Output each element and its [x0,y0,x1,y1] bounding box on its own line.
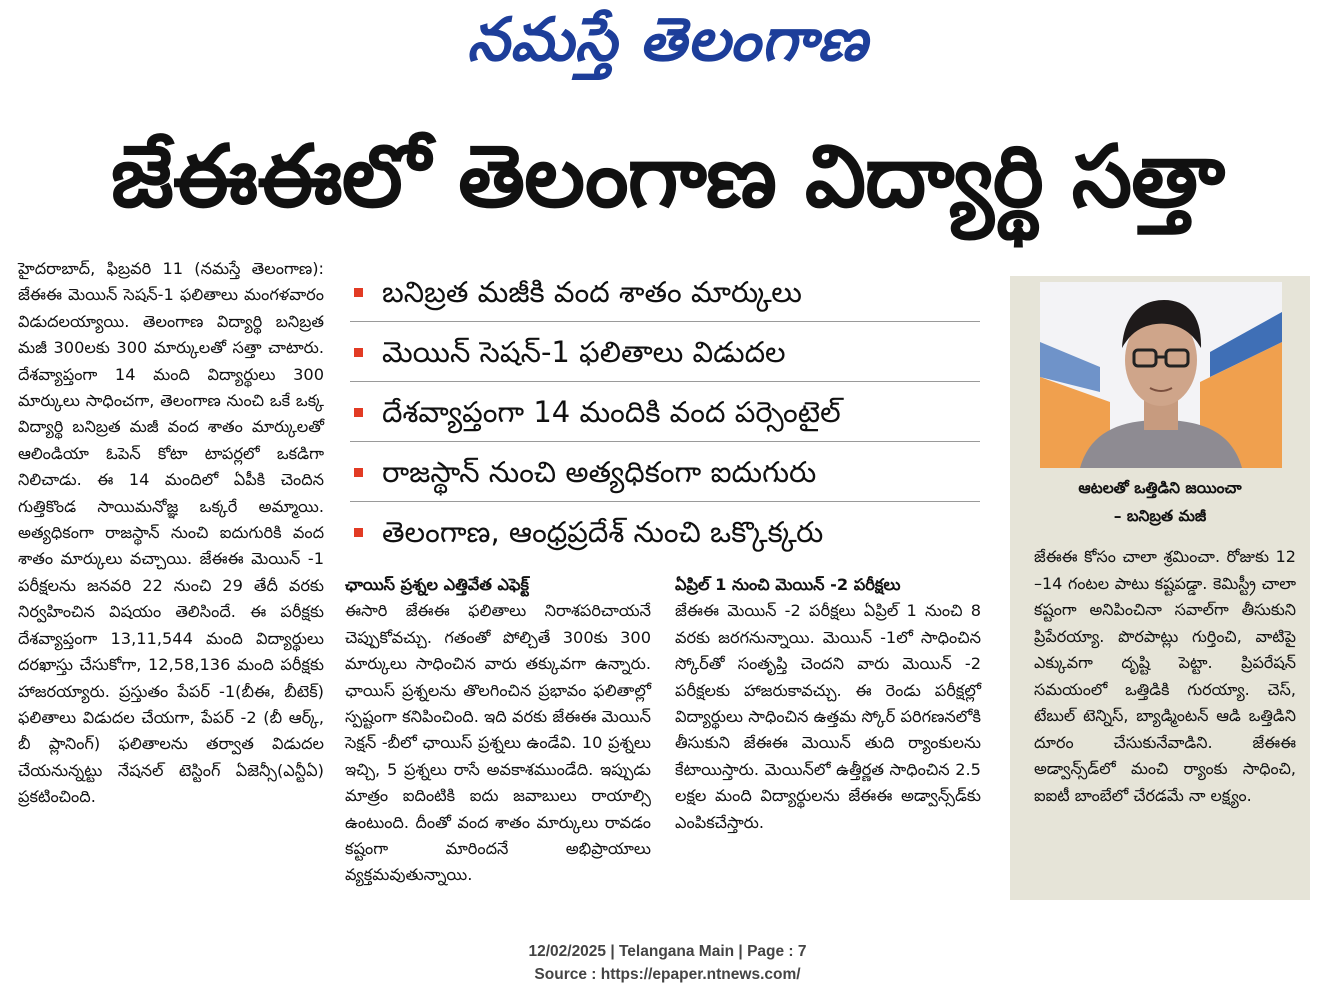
student-photo [1040,282,1282,468]
student-portrait-image [1040,282,1282,468]
highlight-text: రాజస్థాన్ నుంచి అత్యధికంగా ఐదుగురు [382,455,817,489]
article-column-2 [345,572,651,889]
page-footer [0,940,1335,986]
footer-source[interactable]: Source : https://epaper.ntnews.com/ [534,966,801,983]
bullet-icon [354,468,363,477]
highlight-text: దేశవ్యాప్తంగా 14 మందికి వంద పర్సెంటైల్ [382,395,841,429]
highlight-item [350,442,980,502]
column-3-body: జేఈఈ మెయిన్ -2 పరీక్షలు ఏప్రిల్ 1 నుంచి 8 వరకు జరగనున్నాయి. మెయిన్ -1లో సాధించిన స్కోర్‌తో సంతృప్తి చెందని వారు మెయిన్ -2 పరీక్షలకు హాజరుకావచ్చు. ఈ రెండు పరీక్షల్లో విద్యార్థులు సాధించిన ఉత్తమ స్కోర్ పరిగణనలోకి తీసుకుని జేఈఈ మెయిన్ తుది ర్యాంకులను కేటాయిస్తారు. మెయిన్‌లో ఉత్తీర్ణత సాధించిన 2.5 లక్షల మంది విద్యార్థులను జేఈఈ అడ్వాన్స్‌డ్‌కు ఎంపికచేస్తారు. [675,601,981,832]
bullet-icon [354,348,363,357]
student-sidebar [1010,276,1310,900]
highlight-item [350,322,980,382]
highlight-text: తెలంగాణ, ఆంధ్రప్రదేశ్ నుంచి ఒక్కొక్కరు [382,515,824,549]
footer-date-edition: 12/02/2025 | Telangana Main | Page : 7 [528,943,807,960]
highlight-text: బనిబ్రత మజీకి వంద శాతం మార్కులు [382,275,802,309]
highlight-item [350,382,980,442]
column-2-subhead: ఛాయిస్ ప్రశ్నల ఎత్తివేత ఎఫెక్ట్ [345,575,530,594]
bullet-icon [354,408,363,417]
highlight-item [350,502,980,562]
column-1-body: హైదరాబాద్, ఫిబ్రవరి 11 (నమస్తే తెలంగాణ): జేఈఈ మెయిన్ సెషన్-1 ఫలితాలు మంగళవారం విడుదలయ్యాయి. తెలంగాణ విద్యార్థి బనిబ్రత మజీ 300లకు 300 మార్కులతో సత్తా చాటారు. దేశవ్యాప్తంగా 14 మంది విద్యార్థులు 300 మార్కులు సాధించగా, తెలంగాణ నుంచి ఒకే ఒక్క విద్యార్థి బనిబ్రత మజీ వంద శాతం మార్కులతో ఆలిండియా ఓపెన్ కోటా టాపర్లలో ఒకడిగా నిలిచాడు. ఈ 14 మందిలో ఏపీకి చెందిన గుత్తికొండ సాయిమనోజ్ఞ ఒక్కరే అమ్మాయి. అత్యధికంగా రాజస్థాన్ నుంచి ఐదుగురికి వంద శాతం మార్కులు వచ్చాయి. జేఈఈ మెయిన్ -1 పరీక్షలను జనవరి 22 నుంచి 29 తేదీ వరకు నిర్వహించిన విషయం తెలిసిందే. ఈ పరీక్షకు దేశవ్యాప్తంగా 13,11,544 మంది విద్యార్థులు దరఖాస్తు చేసుకోగా, 12,58,136 మంది పరీక్షకు హాజరయ్యారు. ప్రస్తుతం పేపర్ -1(బీఈ, బీటెక్) ఫలితాలు విడుదల చేయగా, పేపర్ -2 (బీ ఆర్క్, బీ ప్లానింగ్) ఫలితాలను తర్వాత విడుదల చేయనున్నట్టు నేషనల్ టెస్టింగ్ ఏజెన్సీ(ఎన్టీఏ) ప్రకటించింది. [18,259,324,807]
column-2-body: ఈసారి జేఈఈ ఫలితాలు నిరాశపరిచాయనే చెప్పుకోవచ్చు. గతంతో పోల్చితే 300కు 300 మార్కులు సాధించిన వారు తక్కువగా ఉన్నారు. ఛాయిస్ ప్రశ్నలను తొలగించిన ప్రభావం ఫలితాల్లో స్పష్టంగా కనిపించింది. ఇది వరకు జేఈఈ మెయిన్ సెక్షన్ -బీలో ఛాయిస్ ప్రశ్నలు ఉండేవి. 10 ప్రశ్నలు ఇచ్చి, 5 ప్రశ్నలు రాసే అవకాశముండేది. ఇప్పుడు మాత్రం ఐదింటికి ఐదు జవాబులు రాయాల్సి ఉంటుంది. దీంతో వంద శాతం మార్కులు రావడం కష్టంగా మారిందనే అభిప్రాయాలు వ్యక్తమవుతున్నాయి. [345,601,651,885]
highlight-item [350,262,980,322]
column-3-subhead: ఏప్రిల్ 1 నుంచి మెయిన్ -2 పరీక్షలు [675,575,901,594]
headline: జేఈఈలో తెలంగాణ విద్యార్థి సత్తా [110,127,1225,227]
caption-quote: ఆటలతో ఒత్తిడిని జయించా [1078,479,1242,497]
highlights-box [350,262,980,562]
bullet-icon [354,288,363,297]
bullet-icon [354,528,363,537]
article-column-1 [18,256,324,811]
caption-attribution: – బనిబ్రత మజీ [1113,507,1207,525]
highlight-text: మెయిన్ సెషన్-1 ఫలితాలు విడుదల [382,335,786,369]
photo-caption [1010,474,1310,530]
masthead-logo: నమస్తే తెలంగాణ [466,5,869,75]
article-column-3 [675,572,981,836]
sidebar-body: జేఈఈ కోసం చాలా శ్రమించా. రోజుకు 12 –14 గంటల పాటు కష్టపడ్డా. కెమిస్ట్రీ చాలా కష్టంగా అనిపించినా సవాల్‌గా తీసుకుని ప్రిపేరయ్యా. పొరపాట్లు గుర్తించి, వాటిపై ఎక్కువగా దృష్టి పెట్టా. ప్రిపరేషన్ సమయంలో ఒత్తిడికి గురయ్యా. చెస్, టేబుల్ టెన్నిస్, బ్యాడ్మింటన్ ఆడి ఒత్తిడిని దూరం చేసుకునేవాడిని. జేఈఈ అడ్వాన్స్‌డ్‌లో మంచి ర్యాంకు సాధించి, ఐఐటీ బాంబేలో చేరడమే నా లక్ష్యం. [1034,547,1296,805]
